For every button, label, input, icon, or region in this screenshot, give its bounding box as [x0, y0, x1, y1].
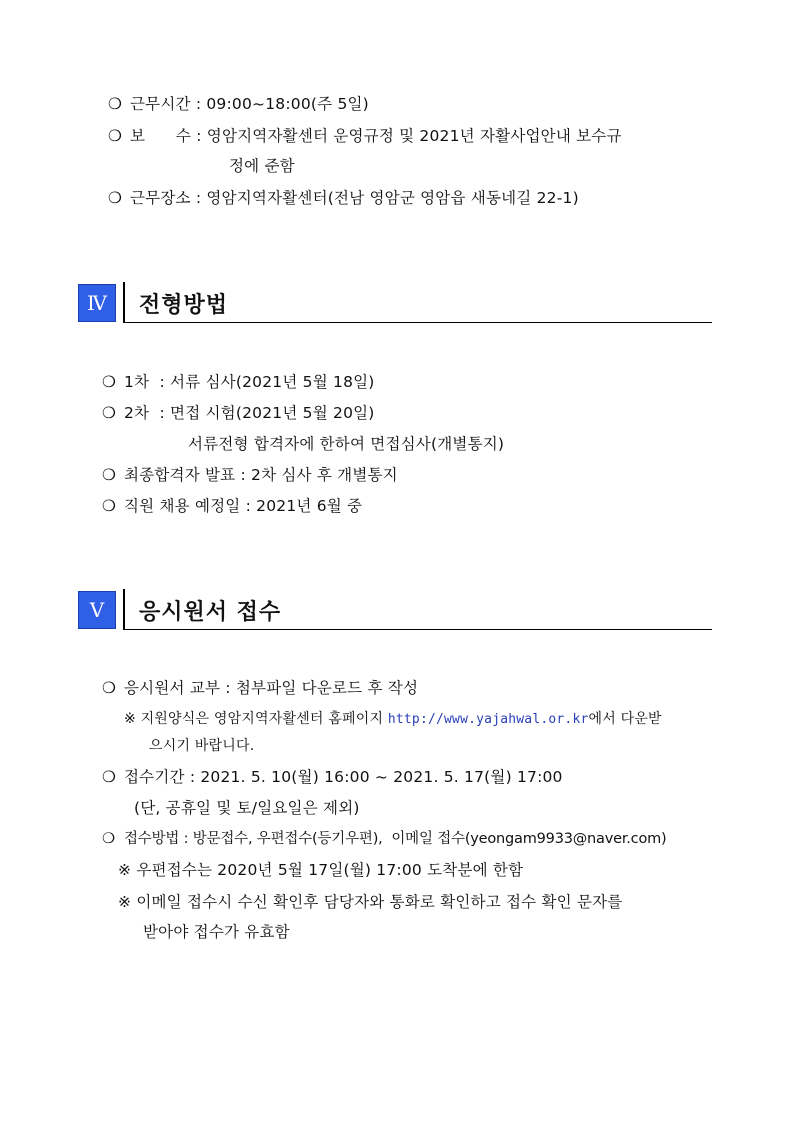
form-download-note [124, 708, 662, 728]
form-download-note-text: ※ 지원양식은 영암지역자활센터 홈페이지 [124, 711, 388, 727]
application-period-note: (단, 공휴일 및 토/일요일은 제외) [134, 799, 360, 817]
selection-step-1-text: 1차 : 서류 심사(2021년 5월 18일) [124, 373, 375, 391]
homepage-link[interactable]: http://www.yajahwal.or.kr [387, 712, 589, 727]
section-5-rule [123, 629, 712, 630]
circle-bullet-icon: ❍ [108, 189, 123, 207]
section-4-rule [123, 322, 712, 323]
application-period-text: 접수기간 : 2021. 5. 10(월) 16:00 ~ 2021. 5. 17(월) 17:00 [124, 768, 563, 786]
form-distribution [102, 676, 418, 698]
circle-bullet-icon: ❍ [108, 95, 123, 113]
section-5-divider [123, 589, 125, 630]
hire-date [102, 494, 362, 516]
section-4-title: 전형방법 [139, 293, 229, 318]
circle-bullet-icon: ❍ [102, 768, 117, 786]
form-download-note-continued: 으시기 바랍니다. [149, 738, 255, 754]
application-period [102, 765, 563, 787]
form-distribution-text: 응시원서 교부 : 첨부파일 다운로드 후 작성 [124, 679, 419, 697]
circle-bullet-icon: ❍ [108, 127, 123, 145]
section-4-numeral: Ⅳ [78, 284, 116, 322]
selection-step-2-text: 2차 : 면접 시험(2021년 5월 20일) [124, 404, 375, 422]
circle-bullet-icon: ❍ [102, 466, 117, 484]
email-note: ※ 이메일 접수시 수신 확인후 담당자와 통화로 확인하고 접수 확인 문자를 [118, 893, 623, 911]
circle-bullet-icon: ❍ [102, 497, 117, 515]
final-announcement [102, 463, 398, 485]
location-text: 근무장소 : 영암지역자활센터(전남 영암군 영암읍 새동네길 22-1) [130, 189, 579, 207]
section-5-numeral: Ⅴ [78, 591, 116, 629]
circle-bullet-icon: ❍ [102, 373, 117, 391]
mail-note: ※ 우편접수는 2020년 5월 17일(월) 17:00 도착분에 한함 [118, 861, 524, 879]
pay-text-continued: 정에 준함 [229, 157, 295, 175]
application-method-text: 접수방법 : 방문접수, 우편접수(등기우편), 이메일 접수(yeongam9933@naver.com) [124, 831, 667, 847]
circle-bullet-icon: ❍ [102, 831, 115, 847]
circle-bullet-icon: ❍ [102, 679, 117, 697]
selection-step-2-note: 서류전형 합격자에 한하여 면접심사(개별통지) [188, 435, 505, 453]
selection-step-2 [102, 401, 375, 423]
section-5-title: 응시원서 접수 [139, 600, 282, 625]
location-item [108, 186, 579, 208]
work-hours-item [108, 92, 369, 114]
selection-step-1 [102, 370, 375, 392]
application-method [102, 827, 667, 848]
final-announcement-text: 최종합격자 발표 : 2차 심사 후 개별통지 [124, 466, 398, 484]
pay-item [108, 124, 622, 146]
work-hours-text: 근무시간 : 09:00~18:00(주 5일) [130, 95, 369, 113]
form-download-note-text-end: 에서 다운받 [588, 711, 662, 727]
circle-bullet-icon: ❍ [102, 404, 117, 422]
pay-text: 보 수 : 영암지역자활센터 운영규정 및 2021년 자활사업안내 보수규 [130, 127, 622, 145]
hire-date-text: 직원 채용 예정일 : 2021년 6월 중 [124, 497, 363, 515]
email-note-continued: 받아야 접수가 유효함 [143, 923, 290, 941]
section-4-divider [123, 282, 125, 323]
